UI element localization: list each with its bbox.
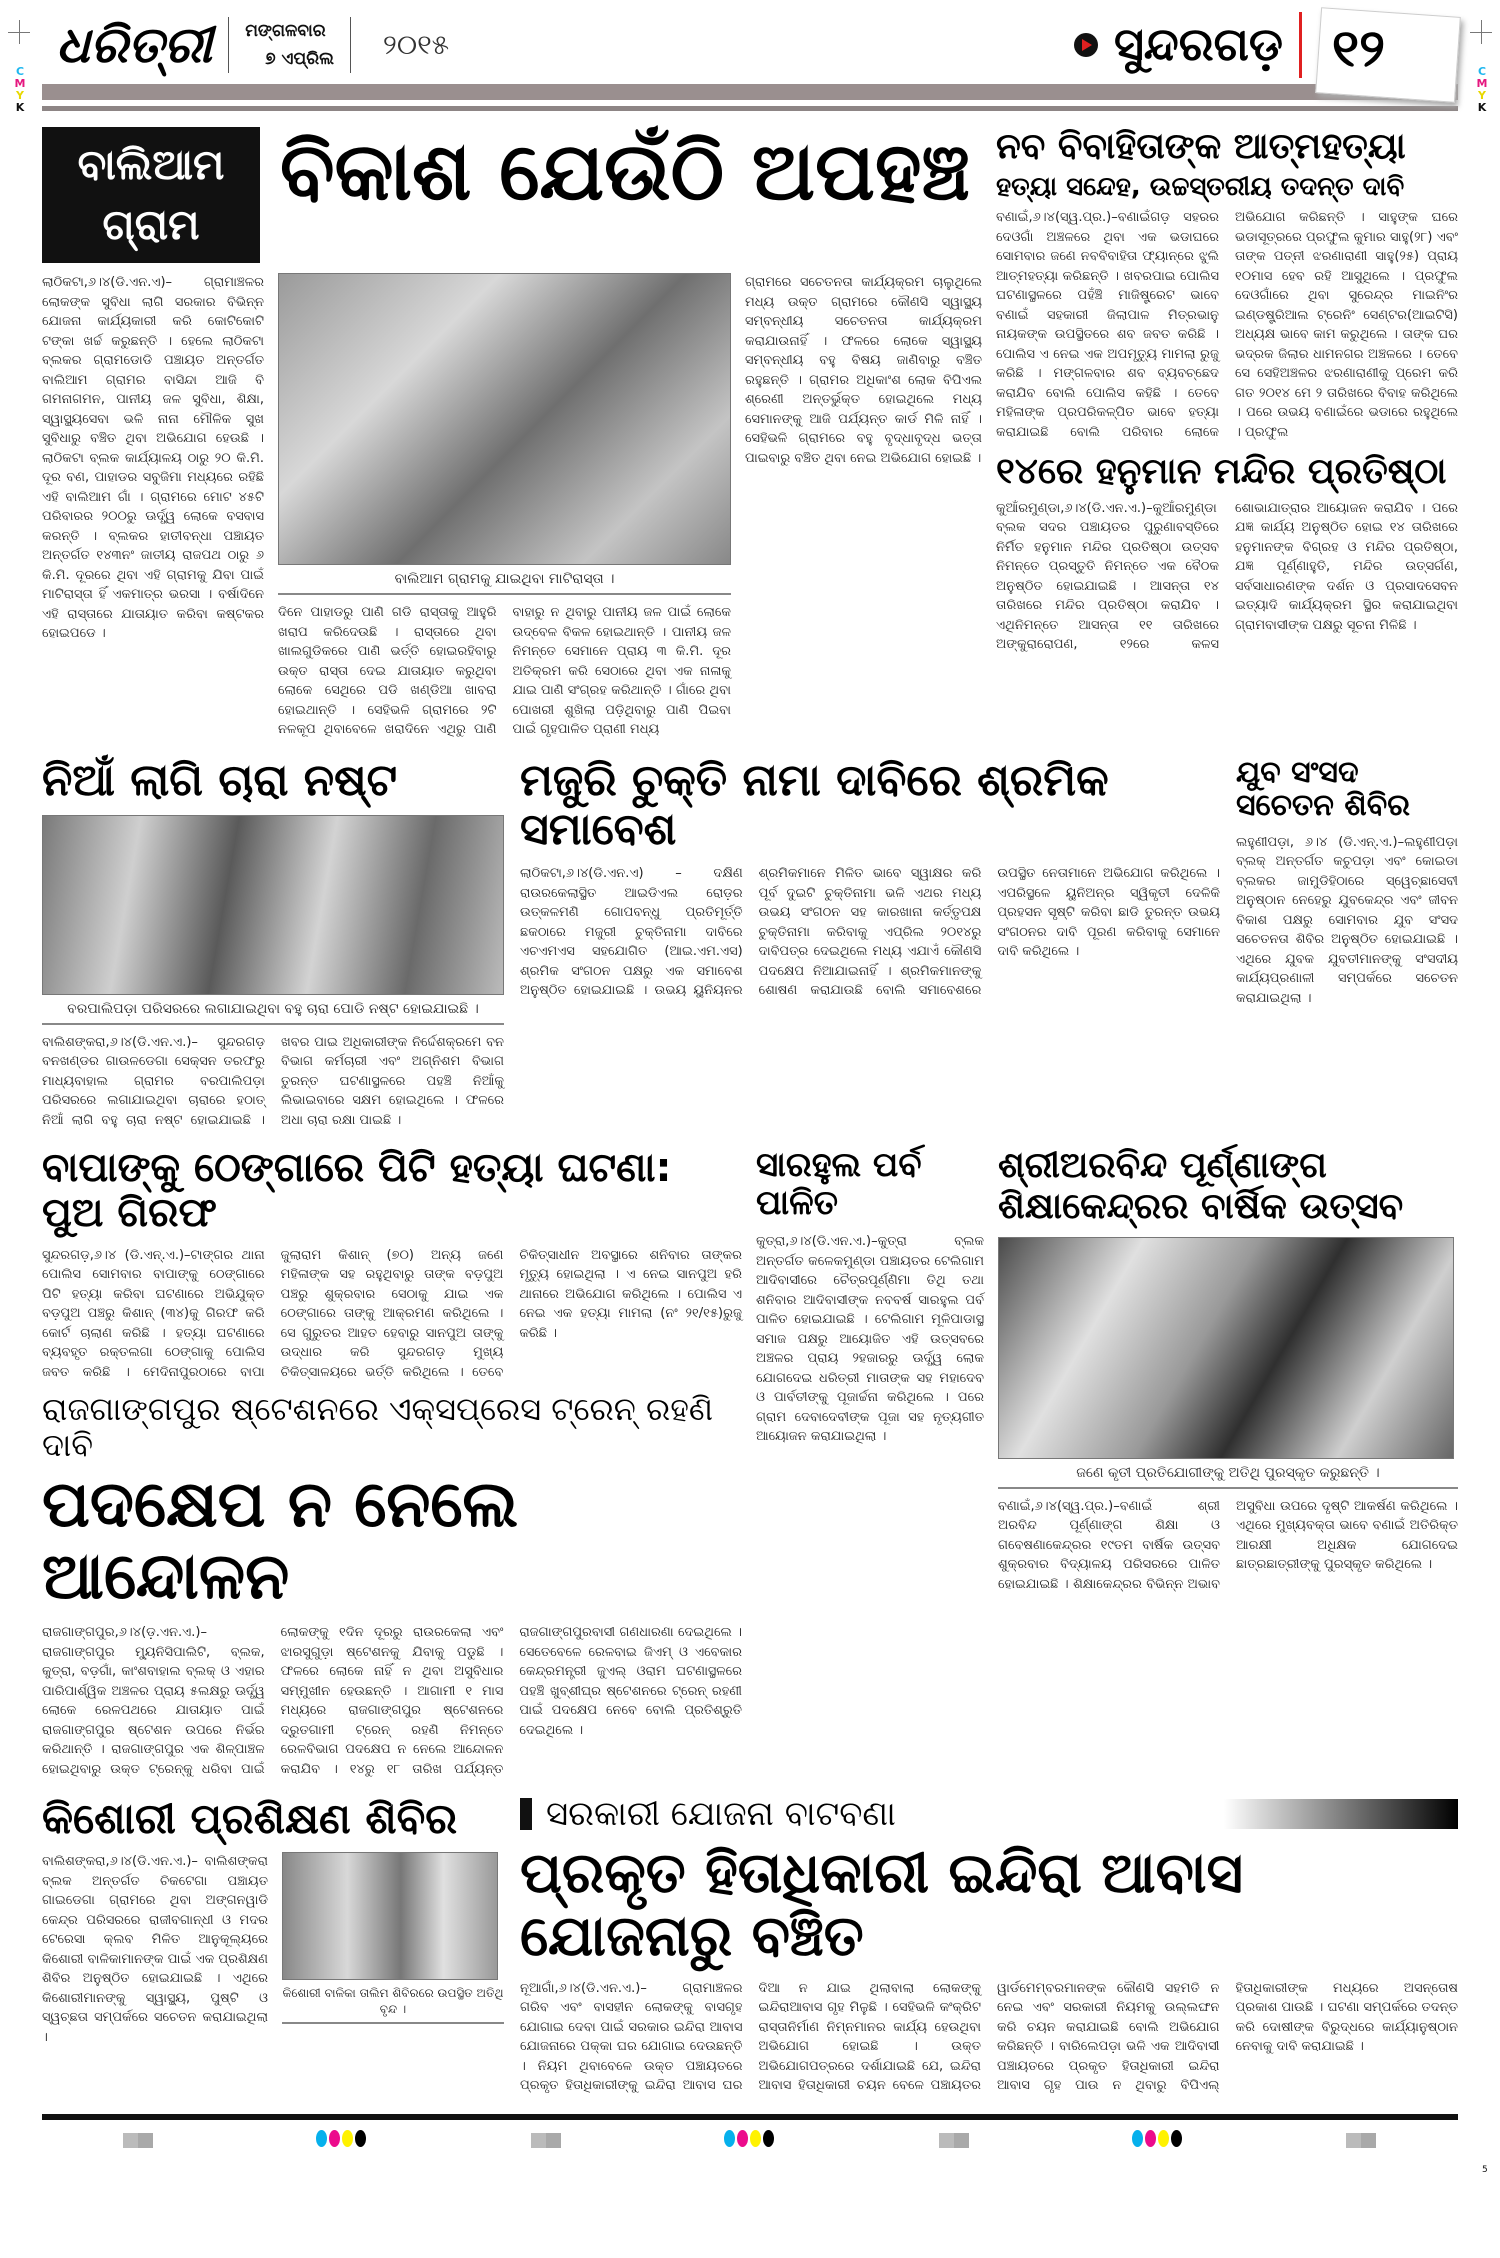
article-adolescent-training — [42, 1795, 504, 2047]
cmyk-m: M — [14, 77, 26, 90]
article-newlywed-suicide — [996, 127, 1458, 442]
cmyk-marks-right — [1476, 66, 1488, 114]
photo-caption: ଜଣେ କୃତୀ ପ୍ରତିଯୋଗୀଙ୍କୁ ଅତିଥି ପୁରସ୍କୃତ କରୁଛନ୍ତି । — [998, 1459, 1458, 1489]
article-hanuman-temple — [996, 452, 1458, 654]
article-fire-saplings — [42, 756, 504, 1131]
article-body: ବଣାଇଁ,୬।୪(ସ୍ୱ.ପ୍ର.)–ବଣାଇଁଗଡ଼ ସହରର ଦେଓଗାଁ ଅଞ୍ଚଳରେ ଥିବା ଏକ ଭଡାଘରେ ସୋମବାର ଜଣେ ନବବିବାହିତା ଫ୍ୟାନ୍‌ରେ ଝୁଲି ଆତ୍ମହତ୍ୟା କରିଛନ୍ତି । ଖବରପାଇ ପୋଲିସ ଘଟଣାସ୍ଥଳରେ ପହଁଞ୍ଚି ମାଜିଷ୍ଟ୍ରେଟ ଭାବେ ବଣାଇଁ ସହକାରୀ ଜିଲାପାଳ ମିତ୍ରଭାନୁ ନାୟକଙ୍କ ଉପସ୍ଥିତରେ ଶବ ଜବତ କରିଛି । ପୋଲିସ ଏ ନେଇ ଏକ ଅପମୃତ୍ୟୁ ମାମଲା ରୁଜୁ କରିଛି । ମଙ୍ଗଳବାର ଶବ ବ୍ୟବଚ୍ଛେଦ କରାଯିବ ବୋଲି ପୋଲିସ କହିଛି । ତେବେ ମହିଳାଙ୍କ ପ୍ରପରିକଳ୍ପିତ ଭାବେ ହତ୍ୟା କରାଯାଇଛି ବୋଲି ପରିବାର ଲୋକେ ଅଭିଯୋଗ କରିଛନ୍ତି । ସାହୁଙ୍କ ଘରେ ଭଡାସୂତ୍ରରେ ପ୍ରଫୁଲ କୁମାର ସାହୁ(୨୮) ଏବଂ ତାଙ୍କ ପତ୍ନୀ ଝରଣାରାଣୀ ସାହୁ(୨୫) ପ୍ରାୟ ୧୦ମାସ ହେବ ରହି ଆସୁଥିଲେ । ପ୍ରଫୁଲ ଦେଓଗାଁରେ ଥିବା ସୁରେନ୍ଦ୍ର ମାଇନିଂର ଇଣ୍ଡଷ୍ଟ୍ରିଆଲ ଟ୍ରେନିଂ ସେଣ୍ଟର(ଆଇଟିସି) ଅଧ୍ୟକ୍ଷ ଭାବେ କାମ କରୁଥିଲେ । ତାଙ୍କ ଘର ଭଦ୍ରକ ଜିଲାର ଧାମନଗର ଅଞ୍ଚଳରେ । ତେବେ ସେ ସେହିଅଞ୍ଚଳର ଝରଣାରାଣୀକୁ ପ୍ରେମ କରି ଗତ ୨୦୧୪ ମେ ୨ ତାରିଖରେ ବିବାହ କରିଥିଲେ । ପରେ ଉଭୟ ବଣାଇଁରେ ଭଡାରେ ରହୁଥିଲେ । ପ୍ରଫୁଲ — [996, 210, 1458, 440]
page-corner-number: 5 — [1482, 2164, 1488, 2175]
section-third — [42, 1146, 1458, 1779]
masthead — [42, 0, 1458, 111]
bullet-icon — [1074, 33, 1098, 57]
cmyk-y: Y — [1478, 89, 1486, 102]
article-body: ଗ୍ରାମରେ ସଚେତନତା କାର୍ଯ୍ୟକ୍ରମ ଚାଲୁଥିଲେ ମଧ୍ୟ ଉକ୍ତ ଗ୍ରାମରେ କୌଣସି ସ୍ୱାସ୍ଥ୍ୟ ସମ୍ବନ୍ଧୀୟ ସଚେତନତା କାର୍ଯ୍ୟକ୍ରମ କରାଯାଉନାହିଁ । ଫଳରେ ଲୋକେ ସ୍ୱାସ୍ଥ୍ୟ ସମ୍ବନ୍ଧୀୟ ବହୁ ବିଷୟ ଜାଣିବାରୁ ବଞ୍ଚିତ ରହୁଛନ୍ତି । ଗ୍ରାମର ଅଧିକାଂଶ ଲୋକ ବିପିଏଲ ଶ୍ରେଣୀ ଅନ୍ତର୍ଭୁକ୍ତ ହୋଇଥିଲେ ମଧ୍ୟ ସେମାନଙ୍କୁ ଆଜି ପର୍ଯ୍ୟନ୍ତ କାର୍ଡ ମିଳି ନାହିଁ । ସେହିଭଳି ଗ୍ରାମରେ ବହୁ ବୃଦ୍ଧାବୃଦ୍ଧ ଭତ୍ତା ପାଇବାରୁ ବଞ୍ଚିତ ଥିବା ନେଇ ଅଭିଯୋଗ ହୋଇଛି । — [745, 275, 982, 466]
photo-prize-distribution — [998, 1237, 1454, 1459]
date-block — [245, 17, 334, 73]
photo-caption: ବରପାଲିପଡ଼ା ପରିସରରେ ଲଗାଯାଇଥିବା ବହୁ ଚାରା ପୋଡି ନଷ୍ଟ ହୋଇଯାଇଛି । — [42, 995, 504, 1025]
headline: ବାପାଙ୍କୁ ଠେଙ୍ଗାରେ ପିଟି ହତ୍ୟା ଘଟଣା: ପୁଅ ଗିରଫ — [42, 1145, 672, 1237]
article-body: ଲହୁଣୀପଡ଼ା, ୬।୪ (ଡି.ଏନ୍.ଏ.)–ଲହୁଣୀପଡ଼ା ବ୍ଲକ୍ ଅନ୍ତର୍ଗତ କଚୁପଡ଼ା ଏବଂ କୋଇଡା ବ୍ଲକର ଜାମୁଡିହିଠାରେ ସ୍ୱେଚ୍ଛାସେବୀ ଅନୁଷ୍ଠାନ ନେହେରୁ ଯୁବକେନ୍ଦ୍ର ଏବଂ ଜୀବନ ବିକାଶ ପକ୍ଷରୁ ସୋମବାର ଯୁବ ସଂସଦ ସଚେତନତା ଶିବିର ଅନୁଷ୍ଠିତ ହୋଇଯାଇଛି । ଏଥିରେ ଯୁବକ ଯୁବତୀମାନଙ୍କୁ ସଂସଦୀୟ କାର୍ଯ୍ୟପ୍ରଣାଳୀ ସମ୍ପର୍କରେ ସଚେତନ କରାଯାଇଥିଲା । — [1236, 834, 1458, 1006]
headline: ନବ ବିବାହିତାଙ୍କ ଆତ୍ମହତ୍ୟା — [996, 126, 1406, 167]
cmyk-y: Y — [16, 89, 24, 102]
day: ମଙ୍ଗଳବାର — [245, 21, 326, 41]
article-body: ବଣାଇଁ,୬।୪(ସ୍ୱ.ପ୍ର.)–ବଣାଇଁ ଶ୍ରୀ ଅରବିନ୍ଦ ପୂର୍ଣ୍ଣାଙ୍ଗ ଶିକ୍ଷା ଓ ଗବେଷଣାକେନ୍ଦ୍ରର ୧୯ତମ ବାର୍ଷିକ ଉତ୍ସବ ଶୁକ୍ରବାର ବିଦ୍ୟାଳୟ ପରିସରରେ ପାଳିତ ହୋଇଯାଇଛି । ଶିକ୍ଷାକେନ୍ଦ୍ରର ବିଭିନ୍ନ ଅଭାବ ଅସୁବିଧା ଉପରେ ଦୃଷ୍ଟି ଆକର୍ଷଣ କରିଥିଲେ । ଏଥିରେ ମୁଖ୍ୟବକ୍ତା ଭାବେ ବଣାଇଁ ଅତିରିକ୍ତ ଆରକ୍ଷୀ ଅଧିକ୍ଷକ ଯୋଗଦେଇ ଛାତ୍ରଛାତ୍ରୀଙ୍କୁ ପୁରସ୍କୃତ କରିଥିଲେ । — [998, 1498, 1458, 1592]
article-sarhul-festival — [756, 1146, 984, 1447]
kicker-bar — [520, 1798, 532, 1830]
article-kicker-box: ବାଲିଆମ ଗ୍ରାମ — [42, 127, 260, 263]
cmyk-k: K — [1477, 101, 1487, 114]
article-body: ବାଲିଶଙ୍କରା,୬।୪(ଡି.ଏନ.ଏ.)– ସୁନ୍ଦରଗଡ଼ ବନଖଣ୍ଡର ଗାଉଳଡେଗା ସେକ୍ସନ ତରଫରୁ ମାଧ୍ୟବାହାଲ ଗ୍ରାମର ବରପାଲିପଡ଼ା ପରିସରରେ ଲଗାଯାଇଥିବା ଚାରାରେ ହଠାତ୍ ନିଆଁ ଲାଗି ବହୁ ଚାରା ନଷ୍ଟ ହୋଇଯାଇଛି । ଖବର ପାଇ ଅଧିକାରୀଙ୍କ ନିର୍ଦ୍ଦେଶକ୍ରମେ ବନ ବିଭାଗ କର୍ମଚାରୀ ଏବଂ ଅଗ୍ନିଶମ ବିଭାଗ ତୁରନ୍ତ ଘଟଣାସ୍ଥଳରେ ପହଞ୍ଚି ନିଆଁକୁ ଲିଭାଇବାରେ ସକ୍ଷମ ହୋଇଥିଲେ । ଫଳରେ ଅଧା ଚାରା ରକ୍ଷା ପାଇଛି । — [42, 1034, 504, 1128]
cmyk-c: C — [15, 65, 25, 78]
newspaper-logo: ଧରିତ୍ରୀ — [56, 16, 213, 74]
registration-dots — [1132, 2130, 1184, 2151]
article-body: ସୁନ୍ଦରଗଡ଼,୬।୪ (ଡି.ଏନ୍.ଏ.)–ଟାଙ୍ଗର ଥାନା ପୋଲିସ ସୋମବାର ବାପାଙ୍କୁ ଠେଙ୍ଗାରେ ପିଟି ହତ୍ୟା କରିବା ଘଟଣାରେ ଅଭିଯୁକ୍ତ ବଡ଼ପୁଅ ପଞ୍ଚରୁ କିଶାନ୍ (୩୪)କୁ ଗିରଫ କରି କୋର୍ଟ ଚାଲାଣ କରିଛି । ହତ୍ୟା ଘଟଣାରେ ବ୍ୟବହୃତ ରକ୍ତଲଗା ଠେଙ୍ଗାକୁ ପୋଲିସ ଜବତ କରିଛି । ମେଦିନାପୁରଠାରେ ବାପା ଜୁଲାରାମ କିଶାନ୍ (୭୦) ଅନ୍ୟ ଜଣେ ମହିଳାଙ୍କ ସହ ରହୁଥିବାରୁ ତାଙ୍କ ବଡ଼ପୁଅ ପଞ୍ଚରୁ ଶୁକ୍ରବାର ସେଠାକୁ ଯାଇ ଏକ ଠେଙ୍ଗାରେ ତାଙ୍କୁ ଆକ୍ରମଣ କରିଥିଲେ । ସେ ଗୁରୁତର ଆହତ ହେବାରୁ ସାନପୁଅ ତାଙ୍କୁ ଉଦ୍ଧାର କରି ସୁନ୍ଦରଗଡ଼ ମୁଖ୍ୟ ଚିକିତ୍ସାଳୟରେ ଭର୍ତ୍ତି କରିଥିଲେ । ତେବେ ଚିକିତ୍ସାଧୀନ ଅବସ୍ଥାରେ ଶନିବାର ତାଙ୍କର ମୃତ୍ୟୁ ହୋଇଥିଲା । ଏ ନେଇ ସାନପୁଅ ହରି ଥାନାରେ ଅଭିଯୋଗ କରିଥିଲେ । ପୋଲିସ ଏ ନେଇ ଏକ ହତ୍ୟା ମାମଲା (ନଂ ୨୧/୧୫)ରୁଜୁ କରିଛି । — [42, 1247, 742, 1380]
gradient-bar — [1224, 1799, 1458, 1829]
divider — [350, 17, 351, 73]
article-kicker: ସରକାରୀ ଯୋଜନା ବାଟବଣା — [546, 1794, 896, 1835]
page-number-card — [1318, 12, 1458, 98]
date: ୭ ଏପ୍ରିଲ — [265, 49, 334, 69]
page-number: ୧୨ — [1332, 19, 1385, 79]
headline: ପ୍ରକୃତ ହିତାଧିକାରୀ ଇନ୍ଦିରା ଆବାସ ଯୋଜନାରୁ ବଞ୍ଚିତ — [520, 1841, 1244, 1970]
photo-caption: କିଶୋରୀ ବାଳିକା ତାଲିମ ଶିବିରରେ ଉପସ୍ଥିତ ଅତିଥି ବୃନ୍ଦ । — [282, 1980, 504, 2024]
article-patricide-arrest — [42, 1146, 742, 1382]
year: ୨୦୧୫ — [382, 28, 450, 61]
crop-mark — [19, 20, 20, 44]
crop-mark — [1481, 20, 1482, 44]
article-body: କୁଆଁରମୁଣ୍ଡା,୬।୪(ଡି.ଏନ.ଏ.)–କୁଆଁରମୁଣ୍ଡା ବ୍ଲକ ସଦର ପଞ୍ଚାୟତର ପୁରୁଣାବସ୍ତିରେ ନିର୍ମିତ ହନୁମାନ ମନ୍ଦିର ପ୍ରତିଷ୍ଠା ଉତ୍ସବ ନିମନ୍ତେ ପ୍ରସ୍ତୁତି ନିମନ୍ତେ ଏକ ବୈଠକ ଅନୁଷ୍ଠିତ ହୋଇଯାଇଛି । ଆସନ୍ତା ୧୪ ତାରିଖରେ ମନ୍ଦିର ପ୍ରତିଷ୍ଠା କରାଯିବ । ଏଥିନିମନ୍ତେ ଆସନ୍ତା ୧୧ ତାରିଖରେ ଅଙ୍କୁରାରୋପଣ, ୧୨ରେ କଳସ ଶୋଭାଯାତ୍ରାର ଆୟୋଜନ କରାଯିବ । ପରେ ଯଜ୍ଞ କାର୍ଯ୍ୟ ଅନୁଷ୍ଠିତ ହୋଇ ୧୪ ତାରିଖରେ ହନୁମାନଙ୍କ ବିଗ୍ରହ ଓ ମନ୍ଦିର ପ୍ରତିଷ୍ଠା, ଯଜ୍ଞ ପୂର୍ଣ୍ଣାହୁତି, ମନ୍ଦିର ଉତ୍ସର୍ଗଣ, ସର୍ବସାଧାରଣଙ୍କ ଦର୍ଶନ ଓ ପ୍ରସାଦସେବନ ଇତ୍ୟାଦି କାର୍ଯ୍ୟକ୍ରମ ସ୍ଥିର କରାଯାଇଥିବା ଗ୍ରାମବାସୀଙ୍କ ପକ୍ଷରୁ ସୂଚନା ମିଳିଛି । — [996, 500, 1458, 653]
article-kicker: ରାଜଗାଙ୍ଗପୁର ଷ୍ଟେଶନରେ ଏକ୍ସପ୍ରେସ ଟ୍ରେନ୍ ରହଣି ଦାବି — [42, 1390, 714, 1465]
article-baliam-village — [42, 127, 982, 740]
grey-patch — [939, 2133, 969, 2148]
photo-caption: ବାଲିଆମ ଗ୍ରାମକୁ ଯାଇଥିବା ମାଟିରାସ୍ତା । — [278, 565, 731, 595]
section-second — [42, 756, 1458, 1131]
registration-dots — [316, 2130, 368, 2151]
article-rajgangpur-train — [42, 1392, 742, 1779]
headline: ମଜୁରି ଚୁକ୍ତି ନାମା ଦାବିରେ ଶ୍ରମିକ ସମାବେଶ — [520, 754, 1109, 855]
headline: ସାରହୁଲ ପର୍ବ ପାଳିତ — [756, 1145, 922, 1224]
cmyk-m: M — [1476, 77, 1488, 90]
article-body: ବାଲିଶଙ୍କରା,୬।୪(ଡି.ଏନ.ଏ.)– ବାଲିଶଙ୍କରା ବ୍ଲକ ଅନ୍ତର୍ଗତ ଚିକଟେଗା ପଞ୍ଚାୟତ ଗାଇଡେଗା ଗ୍ରାମରେ ଥିବା ଅଙ୍ଗନୱାଡି କେନ୍ଦ୍ର ପରିସରରେ ରାଜୀବଗାନ୍ଧୀ ଓ ମଦର ଟେରେସା କ୍ଲବ ମିଳିତ ଆନୁକୂଲ୍ୟରେ କିଶୋରୀ ବାଳିକାମାନଙ୍କ ପାଇଁ ଏକ ପ୍ରଶିକ୍ଷଣ ଶିବିର ଅନୁଷ୍ଠିତ ହୋଇଯାଇଛି । ଏଥିରେ କିଶୋରୀମାନଙ୍କୁ ସ୍ୱାସ୍ଥ୍ୟ, ପୁଷ୍ଟି ଓ ସ୍ୱଚ୍ଛତା ସମ୍ପର୍କରେ ସଚେତନ କରାଯାଇଥିଲା । — [42, 1854, 268, 2045]
article-body: କୁତ୍ରା,୬।୪(ଡି.ଏନ.ଏ.)–କୁତ୍ରା ବ୍ଲକ ଅନ୍ତର୍ଗତ କଳେକମୁଣ୍ଡା ପଞ୍ଚାୟତର ଟେଲିଗାମ ଆଦିବାସୀରେ ଚୈତ୍ରପୂର୍ଣ୍ଣିମା ତିଥି ତଥା ଶନିବାର ଆଦିବାସୀଙ୍କ ନବବର୍ଷ ସାରହୁଲ ପର୍ବ ପାଳିତ ହୋଇଯାଇଛି । ଟେଲିଗାମ ମୂଳିପାଡାସ୍ଥ ସମାଜ ପକ୍ଷରୁ ଆୟୋଜିତ ଏହି ଉତ୍ସବରେ ଅଞ୍ଚଳର ପ୍ରାୟ ୨ହଜାରରୁ ଊର୍ଦ୍ଧ୍ୱ ଲୋକ ଯୋଗଦେଇ ଧରିତ୍ରୀ ମାତାଙ୍କ ସହ ମହାଦେବ ଓ ପାର୍ବତୀଙ୍କୁ ପୂଜାର୍ଚ୍ଚନା କରିଥିଲେ । ପରେ ଗ୍ରାମ ଦେବାଦେବୀଙ୍କ ପୂଜା ସହ ନୃତ୍ୟଗୀତ ଆୟୋଜନ କରାଯାଇଥିଲା । — [756, 1234, 984, 1445]
header-rule — [42, 84, 1458, 100]
registration-dots — [724, 2130, 776, 2151]
cmyk-c: C — [1477, 65, 1487, 78]
cmyk-k: K — [15, 101, 25, 114]
accent-rule — [1299, 12, 1302, 78]
section-title: ସୁନ୍ଦରଗଡ଼ — [1114, 17, 1283, 72]
grey-patch — [123, 2133, 153, 2148]
article-youth-parliament — [1236, 756, 1458, 1009]
divider — [228, 17, 229, 73]
headline: ଯୁବ ସଂସଦ ସଚେତନ ଶିବିର — [1236, 754, 1410, 824]
newspaper-page — [42, 0, 1488, 2181]
section-bottom — [42, 1795, 1458, 2096]
article-body: ନୂଆଗାଁ,୬।୪(ଡି.ଏନ.ଏ.)– ଗ୍ରାମାଞ୍ଚଳର ଗରିବ ଏବଂ ବାସହୀନ ଲୋକଙ୍କୁ ବାସଗୃହ ଯୋଗାଇ ଦେବା ପାଇଁ ସରକାର ଇନ୍ଦିରା ଆବାସ ଯୋଜନାରେ ପକ୍କା ଘର ଯୋଗାଇ ଦେଉଛନ୍ତି । ନିୟମ ଥିବାବେଳେ ଉକ୍ତ ପଞ୍ଚାୟତରେ ପ୍ରକୃତ ହିତାଧିକାରୀଙ୍କୁ ଇନ୍ଦିରା ଆବାସ ଘର ଦିଆ ନ ଯାଇ ଥିଲାବାଲା ଲୋକଙ୍କୁ ଇନ୍ଦିରାଆବାସ ଗୃହ ମିଳୁଛି । ସେହିଭଳି କଂକ୍ରିଟ ରାସ୍ତାନିର୍ମାଣ ନିମ୍ନମାନର କାର୍ଯ୍ୟ ହେଉଥିବା ଅଭିଯୋଗ ହୋଇଛି । ଉକ୍ତ ଅଭିଯୋଗପତ୍ରରେ ଦର୍ଶାଯାଇଛି ଯେ, ଇନ୍ଦିରା ଆବାସ ହିତାଧିକାରୀ ଚୟନ ବେଳେ ପଞ୍ଚାୟତର ୱାର୍ଡମେମ୍ବରମାନଙ୍କ କୌଣସି ସହମତି ନ ନେଇ ଏବଂ ସରକାରୀ ନିୟମକୁ ଉଲ୍ଲଙ୍ଘନ କରି ଚୟନ କରାଯାଇଛି ବୋଲି ଅଭିଯୋଗ କରିଛନ୍ତି । ବାରିଲେପଡ଼ା ଭଳି ଏକ ଆଦିବାସୀ ପଞ୍ଚାୟତରେ ପ୍ରକୃତ ହିତାଧିକାରୀ ଇନ୍ଦିରା ଆବାସ ଗୃହ ପାଉ ନ ଥିବାରୁ ବିପିଏଲ୍ ହିତାଧିକାରୀଙ୍କ ମଧ୍ୟରେ ଅସନ୍ତୋଷ ପ୍ରକାଶ ପାଉଛି । ଘଟଣା ସମ୍ପର୍କରେ ତଦନ୍ତ କରି ଦୋଷୀଙ୍କ ବିରୁଦ୍ଧରେ କାର୍ଯ୍ୟାନୁଷ୍ଠାନ ନେବାକୁ ଦାବି କରାଯାଇଛି । — [520, 1980, 1458, 2094]
photo-burnt-saplings — [42, 815, 504, 995]
article-body: ରାଜଗାଙ୍ଗପୁର,୬।୪(ଡ଼.ଏନ.ଏ.)–ରାଜଗାଙ୍ଗପୁର ମ୍ୟୁନିସିପାଲିଟି, ବ୍ଲକ, କୁତ୍ରା, ବଡ଼ଗାଁ, କାଂଶବାହାଲ ବ୍ଲକ୍ ଓ ଏହାର ପାରିପାର୍ଶ୍ୱିକ ଅଞ୍ଚଳର ପ୍ରାୟ ୫ଲକ୍ଷରୁ ଊର୍ଦ୍ଧ୍ୱ ଲୋକେ ରେଳପଥରେ ଯାତାୟାତ ପାଇଁ ରାଜଗାଙ୍ଗପୁର ଷ୍ଟେଶନ ଉପରେ ନିର୍ଭର କରିଥାନ୍ତି । ରାଜଗାଙ୍ଗପୁର ଏକ ଶିଳ୍ପାଞ୍ଚଳ ହୋଇଥିବାରୁ ଉକ୍ତ ଟ୍ରେନ୍‌କୁ ଧରିବା ପାଇଁ ଲୋକଙ୍କୁ ୧ଦିନ ଦୂରରୁ ରାଉରକେଲା ଏବଂ ଝାରସୁଗୁଡ଼ା ଷ୍ଟେଶନକୁ ଯିବାକୁ ପଡୁଛି । ଫଳରେ ଲୋକେ ନାହିଁ ନ ଥିବା ଅସୁବିଧାର ସମ୍ମୁଖୀନ ହେଉଛନ୍ତି । ଆଗାମୀ ୧ ମାସ ମଧ୍ୟରେ ରାଜଗାଙ୍ଗପୁର ଷ୍ଟେଶନରେ ଦ୍ରୁତଗାମୀ ଟ୍ରେନ୍ ରହଣି ନିମନ୍ତେ ରେଳବିଭାଗ ପଦକ୍ଷେପ ନ ନେଲେ ଆନ୍ଦୋଳନ କରାଯିବ । ୧୪ରୁ ୧୮ ତାରିଖ ପର୍ଯ୍ୟନ୍ତ ରାଜଗାଙ୍ଗପୁରବାସୀ ଗଣଧାରଣା ଦେଇଥିଲେ । ସେତେବେଳେ ରେଳବାଇ ଜିଏମ୍ ଓ ଏବେକାର କେନ୍ଦ୍ରମନ୍ତ୍ରୀ ଜୁଏଲ୍ ଓରାମ ଘଟଣାସ୍ଥଳରେ ପହଞ୍ଚି ଖୁବ୍‌ଶୀଘ୍ର ଷ୍ଟେଶନରେ ଟ୍ରେନ୍ ରହଣୀ ପାଇଁ ପଦକ୍ଷେପ ନେବେ ବୋଲି ପ୍ରତିଶ୍ରୁତି ଦେଇଥିଲେ । — [42, 1625, 742, 1777]
photo-training-camp — [282, 1852, 498, 1980]
article-indira-awas — [520, 1795, 1458, 2096]
footer-rule — [42, 2114, 1458, 2120]
headline: ବିକାଶ ଯେଉଁଠି ଅପହଞ୍ଚ — [280, 125, 970, 218]
headline: ନିଆଁ ଲାଗି ଚାରା ନଷ୍ଟ — [42, 754, 398, 806]
print-footer — [42, 2114, 1488, 2181]
section-top — [42, 127, 1458, 740]
subheadline: ହତ୍ୟା ସନ୍ଦେହ, ଉଚ୍ଚସ୍ତରୀୟ ତଦନ୍ତ ଦାବି — [996, 172, 1405, 203]
photo-dirt-road — [278, 273, 731, 565]
headline: ଶ୍ରୀଅରବିନ୍ଦ ପୂର୍ଣ୍ଣାଙ୍ଗ ଶିକ୍ଷାକେନ୍ଦ୍ରର ବାର୍ଷିକ ଉତ୍ସବ — [998, 1145, 1404, 1227]
grey-patch — [1346, 2133, 1376, 2148]
article-body: ଦିନେ ପାହାଡରୁ ପାଣି ଗଡି ରାସ୍ତାକୁ ଆହୁରି ଖରାପ କରିଦେଉଛି । ରାସ୍ତାରେ ଥିବା ଖାଲଗୁଡିକରେ ପାଣି ଭର୍ତ୍ତି ହୋଇରହିବାରୁ ଉକ୍ତ ରାସ୍ତା ଦେଇ ଯାତାୟାତ କରୁଥିବା ଲୋକେ ସେଥିରେ ପଡି ଖଣ୍ଡିଆ ଖାବରା ହୋଇଥାନ୍ତି । ସେହିଭଳି ଗ୍ରାମରେ ୨ଟି ନଳକୂପ ଥିବାବେଳେ ଖରାଦିନେ ଏଥିରୁ ପାଣି ବାହାରୁ ନ ଥିବାରୁ ପାନୀୟ ଜଳ ପାଇଁ ଲୋକେ ଉଦ୍ବେଳ ବିକଳ ହୋଇଥାନ୍ତି । ପାନୀୟ ଜଳ ନିମନ୍ତେ ସେମାନେ ପ୍ରାୟ ୩ କି.ମି. ଦୂର ଅତିକ୍ରମ କରି ସେଠାରେ ଥିବା ଏକ ନାଳାକୁ ଯାଇ ପାଣି ସଂଗ୍ରହ କରିଥାନ୍ତି । ଗାଁରେ ଥିବା ପୋଖରୀ ଶୁଖିଲା ପଡ଼ିଥିବାରୁ ପାଣି ପିଇବା ପାଇଁ ଗୃହପାଳିତ ପ୍ରାଣୀ ମଧ୍ୟ — [278, 605, 731, 737]
grey-patch — [531, 2133, 561, 2148]
article-labour-rally — [520, 756, 1220, 1001]
article-body: ଲାଠିକଟା,୬।୪(ଡି.ଏନ.ଏ)– ଗ୍ରାମାଞ୍ଚଳର ଲୋକଙ୍କ ସୁବିଧା ଲାଗି ସରକାର ବିଭିନ୍ନ ଯୋଜନା କାର୍ଯ୍ୟକାରୀ କରି କୋଟିକୋଟି ଟଙ୍କା ଖର୍ଚ୍ଚ କରୁଛନ୍ତି । ହେଲେ ଲାଠିକଟା ବ୍ଲକର ଗ୍ରାମଡୋଡି ପଞ୍ଚାୟତ ଅନ୍ତର୍ଗତ ବାଲିଆମ ଗ୍ରାମର ବାସିନ୍ଦା ଆଜି ବି ଗମନାଗମନ, ପାନୀୟ ଜଳ ସୁବିଧା, ଶିକ୍ଷା, ସ୍ୱାସ୍ଥ୍ୟସେବା ଭଳି ନାନା ମୌଳିକ ସୁଖ ସୁବିଧାରୁ ବଞ୍ଚିତ ଥିବା ଅଭିଯୋଗ ହେଉଛି । ଲାଠିକଟା ବ୍ଲକ କାର୍ଯ୍ୟାଳୟ ଠାରୁ ୨୦ କି.ମି. ଦୂର ବଣ, ପାହାଡର ସବୁଜିମା ମଧ୍ୟରେ ରହିଛି ଏହି ବାଲିଆମ ଗାଁ । ଗ୍ରାମରେ ମୋଟ ୪୫ଟି ପରିବାରର ୨୦୦ରୁ ଊର୍ଦ୍ଧ୍ୱ ଲୋକେ ବସବାସ କରନ୍ତି । ବ୍ଲକର ହାତୀବନ୍ଧା ପଞ୍ଚାୟତ ଅନ୍ତର୍ଗତ ୧୪୩ନଂ ଜାତୀୟ ରାଜପଥ ଠାରୁ ୬ କି.ମି. ଦୂରରେ ଥିବା ଏହି ଗ୍ରାମକୁ ଯିବା ପାଇଁ ମାଟିରାସ୍ତା ହିଁ ଏକମାତ୍ର ଭରସା । ବର୍ଷାଦିନେ ଏହି ରାସ୍ତାରେ ଯାତାୟାତ କରିବା କଷ୍ଟକର ହୋଇପଡେ । — [42, 275, 264, 641]
headline: ୧୪ରେ ହନୁମାନ ମନ୍ଦିର ପ୍ରତିଷ୍ଠା — [996, 451, 1447, 493]
article-aurobindo-annual-day — [998, 1146, 1458, 1594]
headline: କିଶୋରୀ ପ୍ରଶିକ୍ଷଣ ଶିବିର — [42, 1794, 458, 1844]
article-body: ଲାଠିକଟା,୬।୪(ଡି.ଏନ.ଏ) – ଦକ୍ଷିଣ ରାଉରକେଲାସ୍ଥିତ ଆଇଡିଏଲ ରୋଡ଼ର ଉତ୍କଳମଣି ଗୋପବନ୍ଧୁ ପ୍ରତିମୂର୍ତ୍ତି ଛକଠାରେ ମଜୁରୀ ଚୁକ୍ତିନାମା ଦାବିରେ ଏଚଏମଏସ ସହଯୋଗିତ (ଆଇ.ଏମ.ଏସ) ଶ୍ରମିକ ସଂଗଠନ ପକ୍ଷରୁ ଏକ ସମାବେଶ ଅନୁଷ୍ଠିତ ହୋଇଯାଇଛି । ଉଭୟ ୟୁନିୟନର ଶ୍ରମିକମାନେ ମିଳିତ ଭାବେ ସ୍ୱାକ୍ଷର କରି ପୂର୍ବ ଦୁଇଟି ଚୁକ୍ତିନାମା ଭଳି ଏଥର ମଧ୍ୟ ଉଭୟ ସଂଗଠନ ସହ କାରଖାନା କର୍ତ୍ତୃପକ୍ଷ ଚୁକ୍ତିନାମା କରିବାକୁ ଏପ୍ରିଲ ୨୦୧୪ରୁ ଦାବିପତ୍ର ଦେଇଥିଲେ ମଧ୍ୟ ଏଯାଏଁ କୌଣସି ପଦକ୍ଷେପ ନିଆଯାଇନାହିଁ । ଶ୍ରମିକମାନଙ୍କୁ ଶୋଷଣ କରାଯାଉଛି ବୋଲି ସମାବେଶରେ ଉପସ୍ଥିତ ନେତାମାନେ ଅଭିଯୋଗ କରିଥିଲେ । ଏପରିସ୍ଥଳେ ୟୁନିଅନ୍‌ର ସ୍ୱିକୃତୀ ଦେଳିକି ପ୍ରହସନ ସୃଷ୍ଟି କରିବା ଛାଡି ତୁରନ୍ତ ଉଭୟ ସଂଗଠନର ଦାବି ପୂରଣ କରିବାକୁ ସେମାନେ ଦାବି କରିଥିଲେ । — [520, 866, 1220, 999]
headline: ପଦକ୍ଷେପ ନ ନେଲେ ଆନ୍ଦୋଳନ — [42, 1468, 519, 1614]
cmyk-marks-left — [14, 66, 26, 114]
header-rule-thin — [42, 106, 1458, 111]
